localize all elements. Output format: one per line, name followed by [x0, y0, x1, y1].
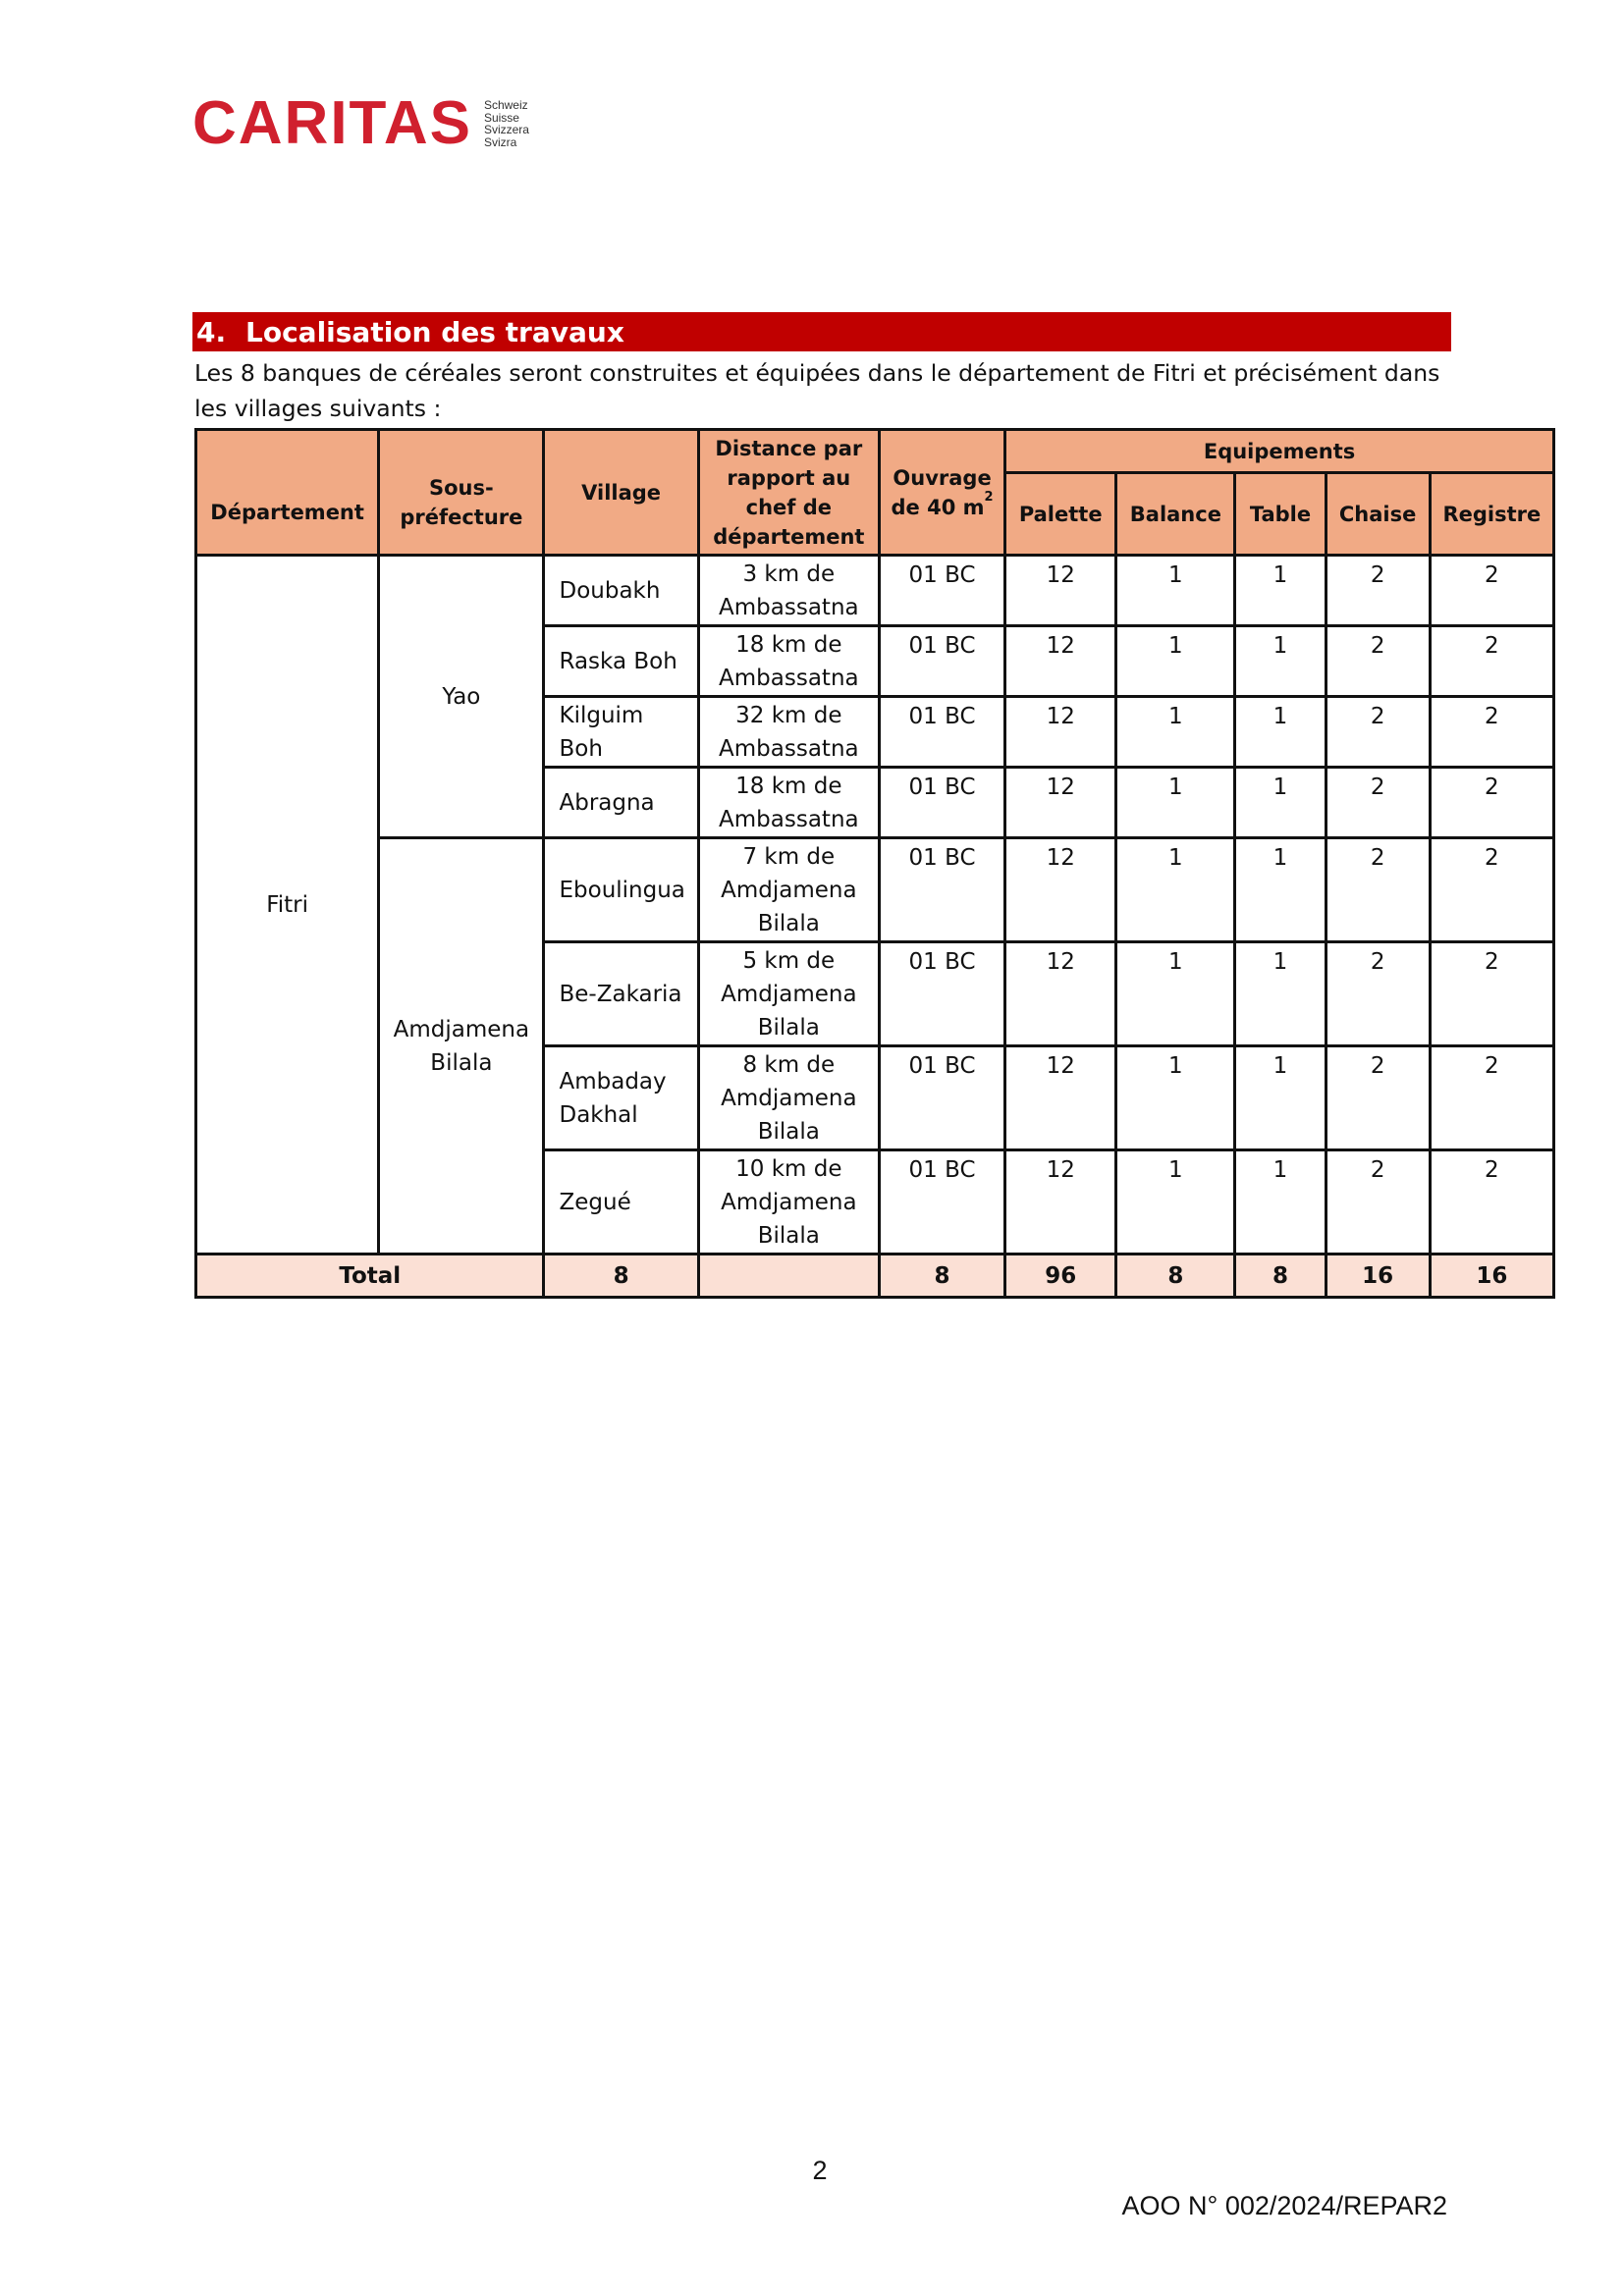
caritas-logo — [192, 89, 529, 157]
balance-cell: 1 — [1116, 838, 1235, 942]
chaise-cell: 2 — [1326, 697, 1430, 768]
chaise-cell: 2 — [1326, 1150, 1430, 1255]
balance-cell: 1 — [1116, 1046, 1235, 1150]
chaise-cell: 2 — [1326, 942, 1430, 1046]
distance-cell: 18 km de Ambassatna — [698, 626, 879, 697]
section-number: 4. — [196, 315, 227, 348]
registre-cell: 2 — [1430, 556, 1553, 626]
ouvrage-cell: 01 BC — [879, 768, 1004, 838]
chaise-cell: 2 — [1326, 626, 1430, 697]
registre-cell: 2 — [1430, 1046, 1553, 1150]
village-cell: Eboulingua — [544, 838, 698, 942]
header-departement: Département — [196, 430, 379, 556]
distance-cell: 3 km de Ambassatna — [698, 556, 879, 626]
palette-cell: 12 — [1005, 942, 1116, 1046]
village-cell: Abragna — [544, 768, 698, 838]
palette-cell: 12 — [1005, 1150, 1116, 1255]
logo-language: Svizzera — [483, 123, 529, 136]
header-distance: Distance par rapport au chef de département — [698, 430, 879, 556]
distance-cell: 10 km de Amdjamena Bilala — [698, 1150, 879, 1255]
ouvrage-cell: 01 BC — [879, 697, 1004, 768]
ouvrage-cell: 01 BC — [879, 556, 1004, 626]
table-count-cell: 1 — [1235, 697, 1326, 768]
ouvrage-cell: 01 BC — [879, 1150, 1004, 1255]
table-count-cell: 1 — [1235, 626, 1326, 697]
palette-cell: 12 — [1005, 556, 1116, 626]
registre-cell: 2 — [1430, 1150, 1553, 1255]
departement-cell: Fitri — [196, 556, 379, 1255]
intro-paragraph: Les 8 banques de céréales seront construites et équipées dans le département de Fitri et précisément dans les villages suivants : — [194, 359, 1440, 422]
balance-cell: 1 — [1116, 556, 1235, 626]
sous-prefecture-cell: Amdjamena Bilala — [379, 838, 544, 1255]
balance-cell: 1 — [1116, 697, 1235, 768]
logo-language: Svizra — [483, 134, 517, 149]
registre-cell: 2 — [1430, 697, 1553, 768]
total-balance: 8 — [1116, 1255, 1235, 1298]
header-table: Table — [1235, 473, 1326, 556]
ouvrage-cell: 01 BC — [879, 1046, 1004, 1150]
header-village: Village — [544, 430, 698, 556]
village-cell: Doubakh — [544, 556, 698, 626]
section-heading — [192, 312, 1451, 351]
table-row — [196, 838, 1554, 942]
distance-cell: 5 km de Amdjamena Bilala — [698, 942, 879, 1046]
village-cell: Kilguim Boh — [544, 697, 698, 768]
section-title: Localisation des travaux — [245, 315, 624, 348]
total-distance — [698, 1255, 879, 1298]
header-palette: Palette — [1005, 473, 1116, 556]
total-registre: 16 — [1430, 1255, 1553, 1298]
chaise-cell: 2 — [1326, 556, 1430, 626]
chaise-cell: 2 — [1326, 838, 1430, 942]
table-count-cell: 1 — [1235, 942, 1326, 1046]
balance-cell: 1 — [1116, 1150, 1235, 1255]
total-village: 8 — [544, 1255, 698, 1298]
table-count-cell: 1 — [1235, 768, 1326, 838]
palette-cell: 12 — [1005, 768, 1116, 838]
village-cell: Raska Boh — [544, 626, 698, 697]
distance-cell: 32 km de Ambassatna — [698, 697, 879, 768]
table-count-cell: 1 — [1235, 556, 1326, 626]
balance-cell: 1 — [1116, 626, 1235, 697]
page-number: 2 — [812, 2156, 828, 2185]
header-chaise: Chaise — [1326, 473, 1430, 556]
balance-cell: 1 — [1116, 768, 1235, 838]
logo-languages — [484, 99, 529, 148]
chaise-cell: 2 — [1326, 1046, 1430, 1150]
logo-wordmark: CARITAS — [192, 89, 472, 157]
table-count-cell: 1 — [1235, 1150, 1326, 1255]
works-location-table — [194, 428, 1555, 1299]
logo-language: Schweiz — [483, 98, 528, 112]
village-cell: Be-Zakaria — [544, 942, 698, 1046]
registre-cell: 2 — [1430, 942, 1553, 1046]
ouvrage-cell: 01 BC — [879, 626, 1004, 697]
table-count-cell: 1 — [1235, 1046, 1326, 1150]
chaise-cell: 2 — [1326, 768, 1430, 838]
header-sous-prefecture: Sous-préfecture — [379, 430, 544, 556]
total-table: 8 — [1235, 1255, 1326, 1298]
header-ouvrage-sup: 2 — [984, 489, 994, 505]
header-equipements: Equipements — [1005, 430, 1554, 473]
ouvrage-cell: 01 BC — [879, 838, 1004, 942]
total-palette: 96 — [1005, 1255, 1116, 1298]
ouvrage-cell: 01 BC — [879, 942, 1004, 1046]
balance-cell: 1 — [1116, 942, 1235, 1046]
header-ouvrage — [879, 430, 1004, 556]
palette-cell: 12 — [1005, 838, 1116, 942]
registre-cell: 2 — [1430, 768, 1553, 838]
distance-cell: 8 km de Amdjamena Bilala — [698, 1046, 879, 1150]
header-ouvrage-text: Ouvrage de 40 m — [891, 465, 992, 519]
village-cell: Ambaday Dakhal — [544, 1046, 698, 1150]
total-label: Total — [196, 1255, 544, 1298]
total-ouvrage: 8 — [879, 1255, 1004, 1298]
village-cell: Zegué — [544, 1150, 698, 1255]
palette-cell: 12 — [1005, 1046, 1116, 1150]
registre-cell: 2 — [1430, 838, 1553, 942]
palette-cell: 12 — [1005, 626, 1116, 697]
total-chaise: 16 — [1326, 1255, 1430, 1298]
document-reference: AOO N° 002/2024/REPAR2 — [1121, 2191, 1447, 2220]
table-row — [196, 556, 1554, 626]
distance-cell: 7 km de Amdjamena Bilala — [698, 838, 879, 942]
logo-language: Suisse — [483, 110, 519, 125]
registre-cell: 2 — [1430, 626, 1553, 697]
distance-cell: 18 km de Ambassatna — [698, 768, 879, 838]
sous-prefecture-cell: Yao — [379, 556, 544, 838]
palette-cell: 12 — [1005, 697, 1116, 768]
table-count-cell: 1 — [1235, 838, 1326, 942]
total-row — [196, 1255, 1554, 1298]
header-balance: Balance — [1116, 473, 1235, 556]
header-registre: Registre — [1430, 473, 1553, 556]
